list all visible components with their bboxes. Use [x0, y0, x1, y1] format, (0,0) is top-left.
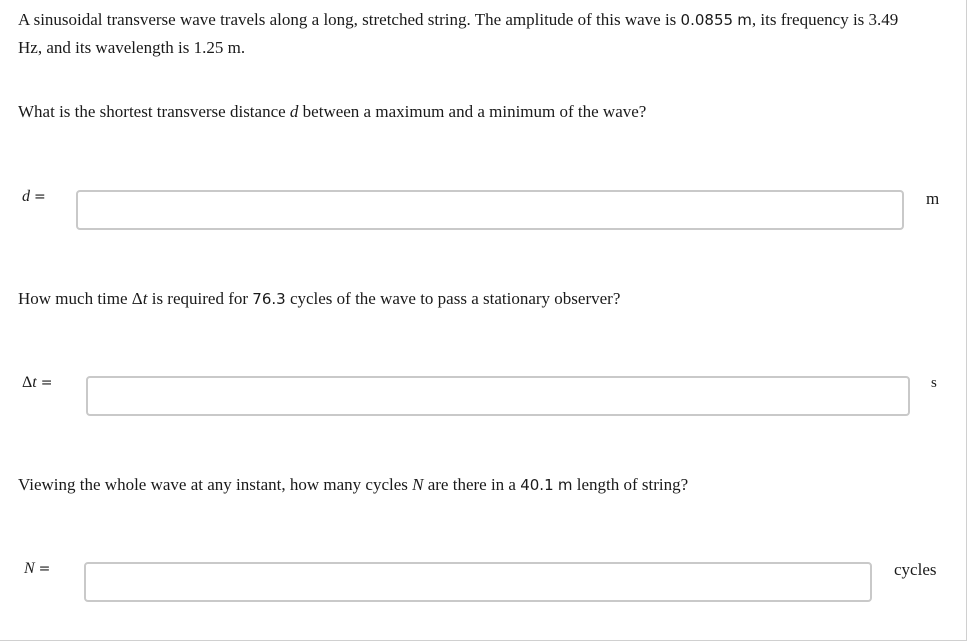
frequency-value: 3.49 — [868, 10, 899, 29]
intro-text-1: A sinusoidal transverse wave travels along a long, stretched string. The amplitude of this wave is — [18, 10, 681, 29]
question-text: length of string? — [572, 475, 689, 494]
label-variable: N — [24, 560, 35, 577]
question-time — [18, 285, 620, 313]
distance-unit: m — [926, 189, 940, 208]
time-answer-input[interactable] — [86, 376, 910, 416]
answer-label-d — [22, 188, 46, 206]
question-distance — [18, 98, 646, 125]
label-variable: d — [22, 188, 30, 205]
equals-sign: = — [34, 189, 46, 205]
answer-label-delta-t — [22, 374, 52, 392]
frequency-unit: Hz — [18, 38, 38, 57]
intro-text-4: . — [240, 38, 246, 57]
cycles-answer-input[interactable] — [84, 562, 872, 602]
question-text: are there in a — [423, 475, 521, 494]
intro-text-2: , its frequency is — [751, 10, 869, 29]
question-cycles — [18, 471, 688, 499]
cycles-unit: cycles — [894, 560, 937, 579]
time-unit: s — [931, 375, 937, 391]
cycles-value: 76.3 — [252, 290, 286, 308]
length-unit: m — [557, 476, 573, 494]
question-text: cycles of the wave to pass a stationary observer? — [285, 289, 621, 308]
label-variable: t — [32, 374, 37, 391]
distance-answer-input[interactable] — [76, 190, 904, 230]
intro-text-3: , and its wavelength is — [37, 38, 194, 57]
equals-sign: = — [40, 375, 53, 391]
length-value: 40.1 — [520, 476, 554, 494]
problem-statement — [18, 6, 918, 61]
delta-symbol: Δ — [131, 289, 143, 308]
equals-sign: = — [38, 561, 51, 577]
question-text: Viewing the whole wave at any instant, how many cycles — [18, 475, 413, 494]
question-text: is required for — [147, 289, 253, 308]
amplitude-unit: m — [737, 11, 752, 29]
wavelength-unit: m — [227, 38, 241, 57]
amplitude-value: 0.0855 — [680, 11, 734, 29]
label-delta-symbol: Δ — [22, 374, 33, 391]
variable-d: d — [289, 102, 299, 121]
answer-label-n — [24, 560, 50, 578]
question-text: How much time — [18, 289, 132, 308]
wavelength-value: 1.25 — [193, 38, 224, 57]
question-text: What is the shortest transverse distance — [18, 102, 290, 121]
variable-n: N — [412, 475, 424, 494]
question-text: between a maximum and a minimum of the wave? — [298, 102, 647, 121]
variable-t: t — [142, 289, 148, 308]
